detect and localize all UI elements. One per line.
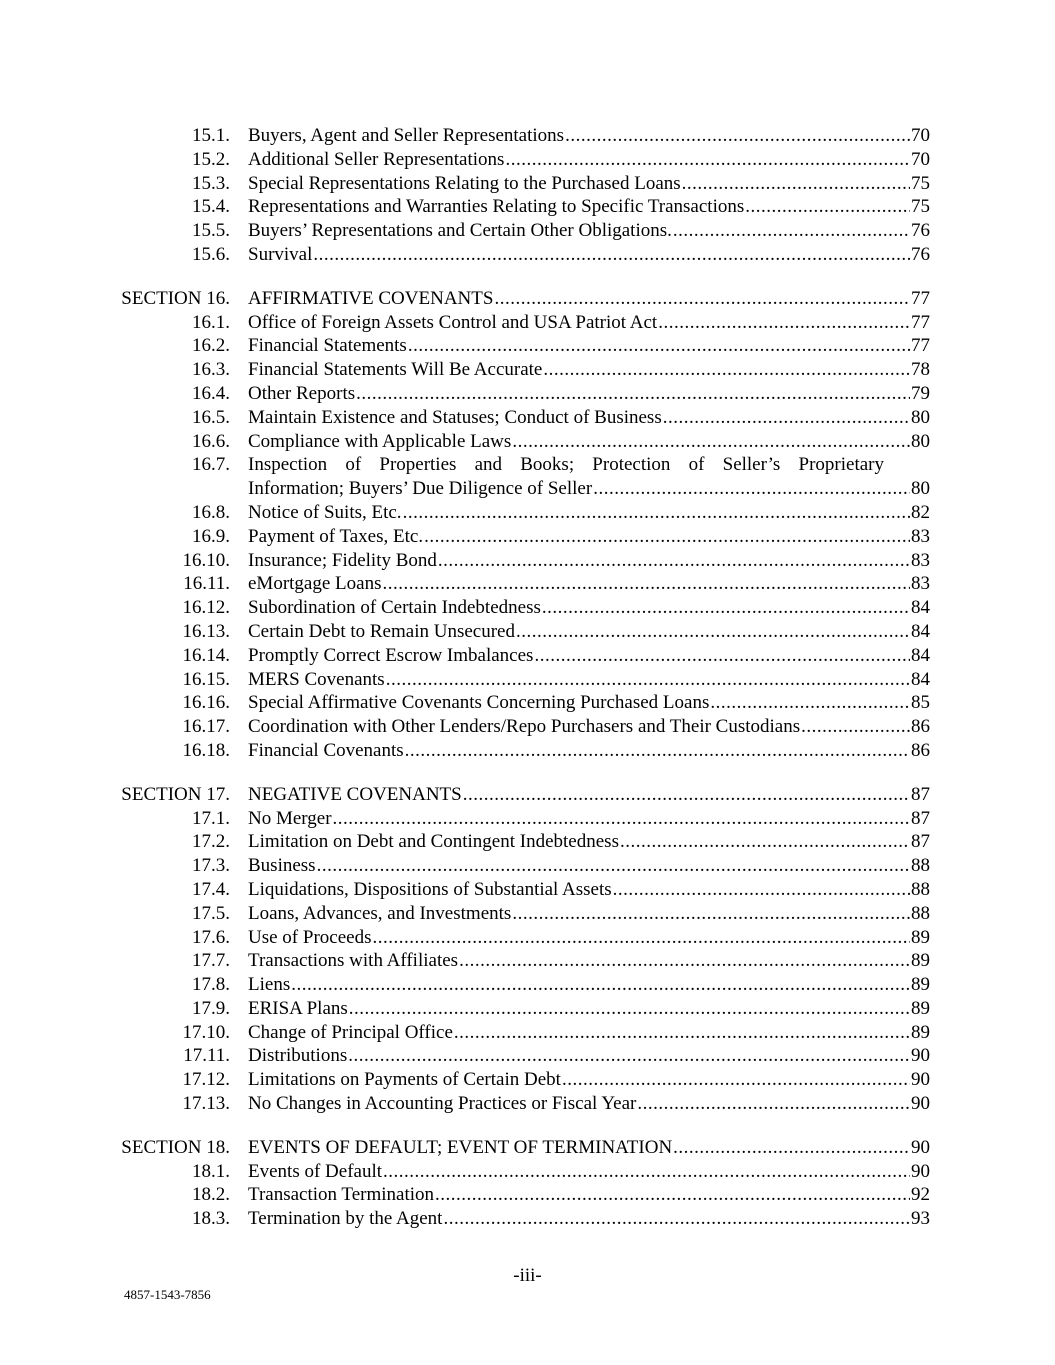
- toc-entry: [248, 382, 930, 406]
- toc-title: Certain Debt to Remain Unsecured: [248, 620, 515, 642]
- toc-title: NEGATIVE COVENANTS: [248, 783, 462, 805]
- toc-item[interactable]: [0, 1044, 1055, 1068]
- toc-item[interactable]: [0, 830, 1055, 854]
- toc-item[interactable]: [0, 124, 1055, 148]
- toc-item[interactable]: [0, 148, 1055, 172]
- toc-entry: [248, 997, 930, 1021]
- toc-title: Coordination with Other Lenders/Repo Purchasers and Their Custodians: [248, 716, 801, 738]
- toc-item[interactable]: [0, 1207, 1055, 1231]
- toc-item[interactable]: [0, 334, 1055, 358]
- toc-page-number: 77: [911, 311, 930, 333]
- dot-leader: [593, 477, 910, 501]
- toc-entry: [248, 406, 930, 430]
- toc-item[interactable]: [0, 854, 1055, 878]
- dot-leader: [408, 334, 910, 358]
- toc-page-number: 92: [911, 1184, 930, 1206]
- toc-title: Loans, Advances, and Investments: [248, 902, 512, 924]
- toc-number: 16.13.: [182, 620, 230, 642]
- toc-page-number: 80: [911, 430, 930, 452]
- toc-title: Office of Foreign Assets Control and USA Patriot Act: [248, 311, 658, 333]
- page-number: -iii-: [513, 1265, 542, 1286]
- toc-item[interactable]: [0, 596, 1055, 620]
- toc-item[interactable]: [0, 715, 1055, 739]
- toc-entry: [248, 691, 930, 715]
- dot-leader: [682, 172, 910, 196]
- toc-title: Inspection of Properties and Books; Protection of Seller’s Proprietary: [248, 454, 884, 476]
- toc-entry: [248, 287, 930, 311]
- toc-section-heading[interactable]: [0, 1136, 1055, 1160]
- toc-entry: [248, 830, 930, 854]
- toc-entry: [248, 926, 930, 950]
- toc-page-number: 90: [911, 1045, 930, 1067]
- toc-number: 17.8.: [192, 974, 230, 996]
- dot-leader: [512, 430, 910, 454]
- toc-page-number: 70: [911, 125, 930, 146]
- dot-leader: [543, 358, 910, 382]
- toc-number: 17.2.: [192, 831, 230, 853]
- toc-number: 17.10.: [182, 1021, 230, 1043]
- toc-item[interactable]: [0, 525, 1055, 549]
- toc-number: 15.3.: [192, 172, 230, 194]
- toc-page-number: 85: [911, 692, 930, 714]
- toc-item[interactable]: [0, 358, 1055, 382]
- toc-item[interactable]: [0, 739, 1055, 763]
- dot-leader: [313, 243, 910, 267]
- dot-leader: [673, 1136, 910, 1160]
- dot-leader: [372, 926, 910, 950]
- toc-number: SECTION 18.: [121, 1136, 230, 1158]
- toc-entry: [248, 878, 930, 902]
- toc-title: Representations and Warranties Relating to Specific Transactions: [248, 196, 745, 218]
- toc-entry: [248, 854, 930, 878]
- toc-page-number: 78: [911, 359, 930, 381]
- toc-entry: [248, 219, 930, 243]
- toc-number: 16.11.: [183, 573, 230, 595]
- toc-number: 16.18.: [182, 739, 230, 761]
- toc-section: [0, 783, 1055, 1116]
- toc-entry: [248, 644, 930, 668]
- toc-item[interactable]: [0, 1183, 1055, 1207]
- toc-title: AFFIRMATIVE COVENANTS: [248, 287, 494, 309]
- toc-title: Payment of Taxes, Etc.: [248, 525, 424, 547]
- toc-page-number: 90: [911, 1069, 930, 1091]
- toc-entry: [248, 1068, 930, 1092]
- toc-number: 17.13.: [182, 1093, 230, 1115]
- toc-page-number: 77: [911, 287, 930, 309]
- toc-title: Buyers, Agent and Seller Representations: [248, 125, 565, 146]
- toc-number: 16.16.: [182, 692, 230, 714]
- toc-section: [0, 287, 1055, 763]
- toc-entry: [248, 902, 930, 926]
- toc-page-number: 80: [911, 406, 930, 428]
- toc-number: 16.5.: [192, 406, 230, 428]
- toc-page-number: 80: [911, 478, 930, 500]
- toc-page-number: 88: [911, 902, 930, 924]
- dot-leader: [512, 902, 910, 926]
- dot-leader: [435, 1183, 910, 1207]
- toc-title: Termination by the Agent: [248, 1208, 443, 1230]
- toc-number: 17.3.: [192, 855, 230, 877]
- toc-title: Promptly Correct Escrow Imbalances: [248, 644, 534, 666]
- toc-entry: [248, 1021, 930, 1045]
- toc-item[interactable]: [0, 453, 1055, 477]
- toc-title: Information; Buyers’ Due Diligence of Seller: [248, 478, 593, 500]
- toc-number: 15.1.: [192, 125, 230, 146]
- toc-section-heading[interactable]: [0, 287, 1055, 311]
- toc-number: 16.8.: [192, 501, 230, 523]
- toc-number: 18.1.: [192, 1160, 230, 1182]
- dot-leader: [454, 1021, 910, 1045]
- toc-page-number: 88: [911, 878, 930, 900]
- toc-item[interactable]: [0, 973, 1055, 997]
- toc-entry: [248, 1092, 930, 1116]
- toc-number: 16.1.: [192, 311, 230, 333]
- toc-item[interactable]: [0, 691, 1055, 715]
- dot-leader: [565, 124, 910, 148]
- toc-page-number: 90: [911, 1136, 930, 1158]
- toc-entry: [248, 620, 930, 644]
- dot-leader: [516, 620, 910, 644]
- toc-page-number: 70: [911, 148, 930, 170]
- toc-entry: [248, 668, 930, 692]
- toc-entry: [248, 243, 930, 267]
- toc-page-number: 84: [911, 597, 930, 619]
- toc-title: EVENTS OF DEFAULT; EVENT OF TERMINATION: [248, 1136, 673, 1158]
- toc-title: Special Affirmative Covenants Concerning Purchased Loans: [248, 692, 710, 714]
- toc-number: 17.4.: [192, 878, 230, 900]
- toc-page-number: 75: [911, 172, 930, 194]
- toc-entry: [248, 973, 930, 997]
- toc-entry: [248, 358, 930, 382]
- toc-title: Buyers’ Representations and Certain Other Obligations.: [248, 220, 672, 242]
- dot-leader: [386, 668, 910, 692]
- toc-entry: [248, 1207, 930, 1231]
- dot-leader: [333, 807, 910, 831]
- toc-number: 18.2.: [192, 1184, 230, 1206]
- toc-entry: [248, 739, 930, 763]
- toc-item[interactable]: [0, 926, 1055, 950]
- toc-number: 16.2.: [192, 335, 230, 357]
- toc-page-number: 86: [911, 716, 930, 738]
- toc-title: Notice of Suits, Etc.: [248, 501, 402, 523]
- toc-title: Financial Statements: [248, 335, 407, 357]
- toc-title: Liquidations, Dispositions of Substantial Assets: [248, 878, 612, 900]
- table-of-contents: [0, 124, 1055, 1251]
- toc-item[interactable]: [0, 902, 1055, 926]
- toc-page-number: 83: [911, 525, 930, 547]
- toc-title: Events of Default: [248, 1160, 383, 1182]
- dot-leader: [291, 973, 910, 997]
- dot-leader: [562, 1068, 910, 1092]
- toc-entry: [248, 172, 930, 196]
- toc-entry: [248, 311, 930, 335]
- toc-page-number: 89: [911, 974, 930, 996]
- toc-page-number: 83: [911, 549, 930, 571]
- toc-item[interactable]: [0, 195, 1055, 219]
- toc-title: Liens: [248, 974, 291, 996]
- toc-item[interactable]: [0, 644, 1055, 668]
- dot-leader: [613, 878, 910, 902]
- toc-number: 16.3.: [192, 359, 230, 381]
- dot-leader: [356, 382, 910, 406]
- dot-leader: [658, 311, 910, 335]
- toc-number: 17.1.: [192, 807, 230, 829]
- toc-title: Limitation on Debt and Contingent Indebtedness: [248, 831, 619, 853]
- toc-number: 16.10.: [182, 549, 230, 571]
- toc-number: 17.12.: [182, 1069, 230, 1091]
- dot-leader: [383, 1160, 910, 1184]
- toc-page-number: 90: [911, 1160, 930, 1182]
- document-id: 4857-1543-7856: [124, 1287, 211, 1302]
- toc-page-number: 79: [911, 382, 930, 404]
- toc-page-number: 76: [911, 243, 930, 265]
- toc-item[interactable]: [0, 382, 1055, 406]
- toc-title: Business: [248, 855, 316, 877]
- toc-item[interactable]: [0, 572, 1055, 596]
- toc-page-number: 87: [911, 783, 930, 805]
- toc-page-number: 89: [911, 1021, 930, 1043]
- toc-title: Subordination of Certain Indebtedness: [248, 597, 541, 619]
- dot-leader: [463, 783, 910, 807]
- toc-title: Additional Seller Representations: [248, 148, 505, 170]
- dot-leader: [403, 501, 910, 525]
- toc-entry: [248, 572, 930, 596]
- dot-leader: [620, 830, 910, 854]
- toc-entry: [248, 477, 930, 501]
- toc-number: 17.7.: [192, 950, 230, 972]
- toc-section: [0, 124, 1055, 267]
- dot-leader: [542, 596, 910, 620]
- toc-title: ERISA Plans: [248, 997, 348, 1019]
- dot-leader: [534, 644, 910, 668]
- toc-entry: [248, 549, 930, 573]
- toc-title: Use of Proceeds: [248, 926, 372, 948]
- toc-item[interactable]: [0, 1160, 1055, 1184]
- toc-number: 16.14.: [182, 644, 230, 666]
- dot-leader: [438, 549, 910, 573]
- toc-number: 17.9.: [192, 997, 230, 1019]
- dot-leader: [663, 406, 910, 430]
- toc-title: Other Reports: [248, 382, 356, 404]
- dot-leader: [424, 525, 910, 549]
- dot-leader: [405, 739, 910, 763]
- toc-title: Transaction Termination: [248, 1184, 435, 1206]
- toc-number: 15.6.: [192, 243, 230, 265]
- toc-entry: [248, 596, 930, 620]
- toc-number: 16.9.: [192, 525, 230, 547]
- toc-number: 16.17.: [182, 716, 230, 738]
- toc-number: SECTION 17.: [121, 783, 230, 805]
- toc-number: 18.3.: [192, 1208, 230, 1230]
- dot-leader: [317, 854, 910, 878]
- toc-number: 15.2.: [192, 148, 230, 170]
- toc-entry: [248, 1183, 930, 1207]
- toc-number: 17.11.: [183, 1045, 230, 1067]
- toc-entry: [248, 334, 930, 358]
- toc-item[interactable]: [0, 549, 1055, 573]
- toc-number: SECTION 16.: [121, 287, 230, 309]
- toc-page-number: 90: [911, 1093, 930, 1115]
- toc-item[interactable]: [0, 430, 1055, 454]
- dot-leader: [459, 949, 910, 973]
- toc-title: Transactions with Affiliates: [248, 950, 459, 972]
- toc-title: Special Representations Relating to the Purchased Loans: [248, 172, 681, 194]
- toc-page-number: 84: [911, 644, 930, 666]
- toc-title: No Merger: [248, 807, 332, 829]
- toc-entry: [248, 430, 930, 454]
- dot-leader: [745, 195, 910, 219]
- toc-title: No Changes in Accounting Practices or Fiscal Year: [248, 1093, 637, 1115]
- toc-page-number: 88: [911, 855, 930, 877]
- toc-page-number: 86: [911, 739, 930, 761]
- dot-leader: [505, 148, 910, 172]
- toc-entry: [248, 715, 930, 739]
- dot-leader: [494, 287, 910, 311]
- toc-number: 16.12.: [182, 597, 230, 619]
- toc-item[interactable]: [0, 949, 1055, 973]
- toc-item[interactable]: [0, 1092, 1055, 1116]
- toc-entry: [248, 783, 930, 807]
- toc-page-number: 87: [911, 807, 930, 829]
- toc-entry: [248, 195, 930, 219]
- toc-title: eMortgage Loans: [248, 573, 382, 595]
- toc-number: 16.4.: [192, 382, 230, 404]
- toc-item[interactable]: [0, 219, 1055, 243]
- toc-section: [0, 1136, 1055, 1231]
- toc-page-number: 84: [911, 668, 930, 690]
- toc-page-number: 76: [911, 220, 930, 242]
- toc-title: MERS Covenants: [248, 668, 385, 690]
- toc-entry: [248, 148, 930, 172]
- toc-entry: [248, 1160, 930, 1184]
- dot-leader: [801, 715, 910, 739]
- dot-leader: [348, 1044, 910, 1068]
- toc-item[interactable]: [0, 172, 1055, 196]
- toc-page-number: 87: [911, 831, 930, 853]
- toc-page-number: 83: [911, 573, 930, 595]
- toc-item[interactable]: [0, 878, 1055, 902]
- toc-item[interactable]: [0, 807, 1055, 831]
- toc-page-number: 75: [911, 196, 930, 218]
- toc-title: Change of Principal Office: [248, 1021, 453, 1043]
- toc-item-continued[interactable]: [0, 477, 1055, 501]
- toc-page-number: 93: [911, 1208, 930, 1230]
- toc-entry: [248, 501, 930, 525]
- toc-item[interactable]: [0, 620, 1055, 644]
- toc-title: Financial Covenants: [248, 739, 404, 761]
- toc-title: Compliance with Applicable Laws: [248, 430, 512, 452]
- toc-entry: [248, 453, 930, 477]
- toc-number: 16.6.: [192, 430, 230, 452]
- toc-number: 17.6.: [192, 926, 230, 948]
- toc-item[interactable]: [0, 997, 1055, 1021]
- toc-item[interactable]: [0, 668, 1055, 692]
- toc-entry: [248, 124, 930, 148]
- toc-number: 15.4.: [192, 196, 230, 218]
- toc-number: 15.5.: [192, 220, 230, 242]
- toc-item[interactable]: [0, 1021, 1055, 1045]
- toc-item[interactable]: [0, 311, 1055, 335]
- toc-number: 16.15.: [182, 668, 230, 690]
- toc-number: 17.5.: [192, 902, 230, 924]
- toc-entry: [248, 525, 930, 549]
- toc-item[interactable]: [0, 501, 1055, 525]
- dot-leader: [637, 1092, 910, 1116]
- toc-title: Distributions: [248, 1045, 348, 1067]
- dot-leader: [710, 691, 910, 715]
- toc-number: 16.7.: [192, 454, 230, 476]
- toc-title: Survival: [248, 243, 313, 265]
- toc-title: Financial Statements Will Be Accurate: [248, 359, 543, 381]
- toc-title: Limitations on Payments of Certain Debt: [248, 1069, 561, 1091]
- toc-page-number: 89: [911, 950, 930, 972]
- toc-item[interactable]: [0, 1068, 1055, 1092]
- toc-title: Insurance; Fidelity Bond: [248, 549, 437, 571]
- toc-page-number: 84: [911, 620, 930, 642]
- dot-leader: [443, 1207, 910, 1231]
- toc-section-heading[interactable]: [0, 783, 1055, 807]
- toc-page-number: 89: [911, 926, 930, 948]
- toc-entry: [248, 807, 930, 831]
- dot-leader: [349, 997, 910, 1021]
- toc-item[interactable]: [0, 406, 1055, 430]
- dot-leader: [382, 572, 910, 596]
- toc-title: Maintain Existence and Statuses; Conduct of Business: [248, 406, 662, 428]
- toc-page-number: 89: [911, 997, 930, 1019]
- dot-leader: [673, 219, 910, 243]
- toc-entry: [248, 1044, 930, 1068]
- toc-page-number: 77: [911, 335, 930, 357]
- toc-entry: [248, 1136, 930, 1160]
- toc-page-number: 82: [911, 501, 930, 523]
- toc-item[interactable]: [0, 243, 1055, 267]
- toc-entry: [248, 949, 930, 973]
